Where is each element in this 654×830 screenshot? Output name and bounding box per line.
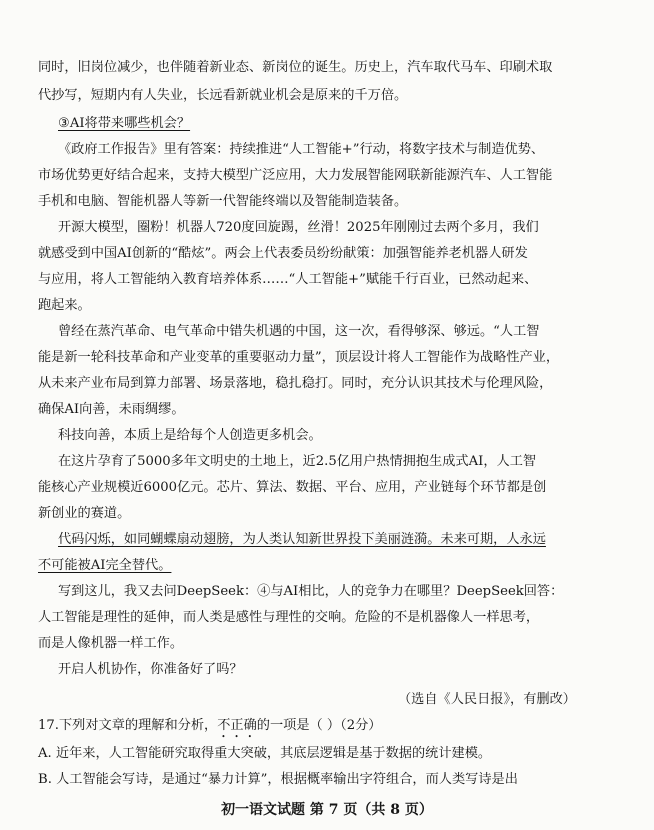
question-stem-text: 17.下列对文章的理解和分析，: [38, 718, 218, 733]
option-b: B. 人工智能会写诗，是通过“暴力计算”，根据概率输出字符组合，而人类写诗是出: [38, 772, 518, 787]
section-heading-3: [0, 114, 654, 134]
paragraph-line: 新创业的赛道。: [38, 506, 131, 521]
paragraph-line: 跑起来。: [38, 298, 91, 313]
paragraph-line: 而是人像机器一样工作。: [38, 636, 184, 651]
paragraph-line: 手机和电脑、智能机器人等新一代智能终端以及智能制造装备。: [38, 194, 408, 209]
paragraph-line: 开源大模型，圈粉！机器人720度回旋踢，丝滑！2025年刚刚过去两个多月，我们: [58, 220, 539, 235]
paragraph-line: 市场优势更好结合起来，支持大模型广泛应用，大力发展智能网联新能源汽车、人工智能: [38, 168, 553, 183]
heading-text: ③AI将带来哪些机会？: [58, 116, 191, 131]
source-citation: （选自《人民日报》，有删改）: [397, 692, 576, 707]
paragraph-line: 代抄写，短期内有人失业，长远看新就业机会是原来的千万倍。: [38, 88, 408, 103]
underlined-line: [0, 530, 654, 550]
paragraph-line: 确保AI向善，未雨绸缪。: [38, 402, 185, 417]
paragraph-line: 能核心产业规模近6000亿元。芯片、算法、数据、平台、应用，产业链每个环节都是创: [38, 480, 547, 495]
paragraph-line: 在这片孕育了5000多年文明史的土地上，近2.5亿用户热情拥抱生成式AI，人工智: [58, 454, 537, 469]
paragraph-line: 《政府工作报告》里有答案：持续推进“人工智能+”行动，将数字技术与制造优势、: [58, 142, 545, 157]
underlined-text: 代码闪烁，如同蝴蝶扇动翅膀，为人类认知新世界投下美丽涟漪。未来可期，人永远: [58, 532, 546, 547]
paragraph-line: 同时，旧岗位减少，也伴随着新业态、新岗位的诞生。历史上，汽车取代马车、印刷术取: [38, 60, 553, 75]
paragraph-line: 从未来产业布局到算力部署、场景落地，稳扎稳打。同时，充分认识其技术与伦理风险，: [38, 376, 553, 391]
question-stem: [0, 716, 654, 741]
paragraph-line: 科技向善，本质上是给每个人创造更多机会。: [58, 428, 322, 443]
page-footer: 初一语文试题 第 7 页（共 8 页）: [221, 802, 433, 818]
option-a: A. 近年来，人工智能研究取得重大突破，其底层逻辑是基于数据的统计建模。: [38, 746, 492, 761]
question-stem-tail: 的一项是（ ）（2分）: [256, 718, 382, 733]
paragraph-line: 与应用，将人工智能纳入教育培养体系……“人工智能+”赋能千行百业，已然动起来、: [38, 272, 538, 287]
paragraph-line: 就感受到中国AI创新的“酷炫”。两会上代表委员纷纷献策：加强智能养老机器人研发: [38, 246, 528, 261]
paragraph-line: 开启人机协作，你准备好了吗？: [58, 662, 243, 677]
underlined-text: 不可能被AI完全替代。: [38, 558, 172, 573]
paragraph-line: 写到这儿，我又去问DeepSeek：④与AI相比，人的竞争力在哪里？DeepSeek回答：: [58, 584, 564, 599]
paragraph-line: 人工智能是理性的延伸，而人类是感性与理性的交响。危险的不是机器像人一样思考，: [38, 610, 540, 625]
paragraph-line: 曾经在蒸汽革命、电气革命中错失机遇的中国，这一次，看得够深、够远。“人工智: [58, 324, 540, 339]
underlined-line: [0, 556, 654, 576]
paragraph-line: 能是新一轮科技革命和产业变革的重要驱动力量”，顶层设计将人工智能作为战略性产业，: [38, 350, 560, 365]
emphasized-word: 不正确: [217, 718, 257, 733]
